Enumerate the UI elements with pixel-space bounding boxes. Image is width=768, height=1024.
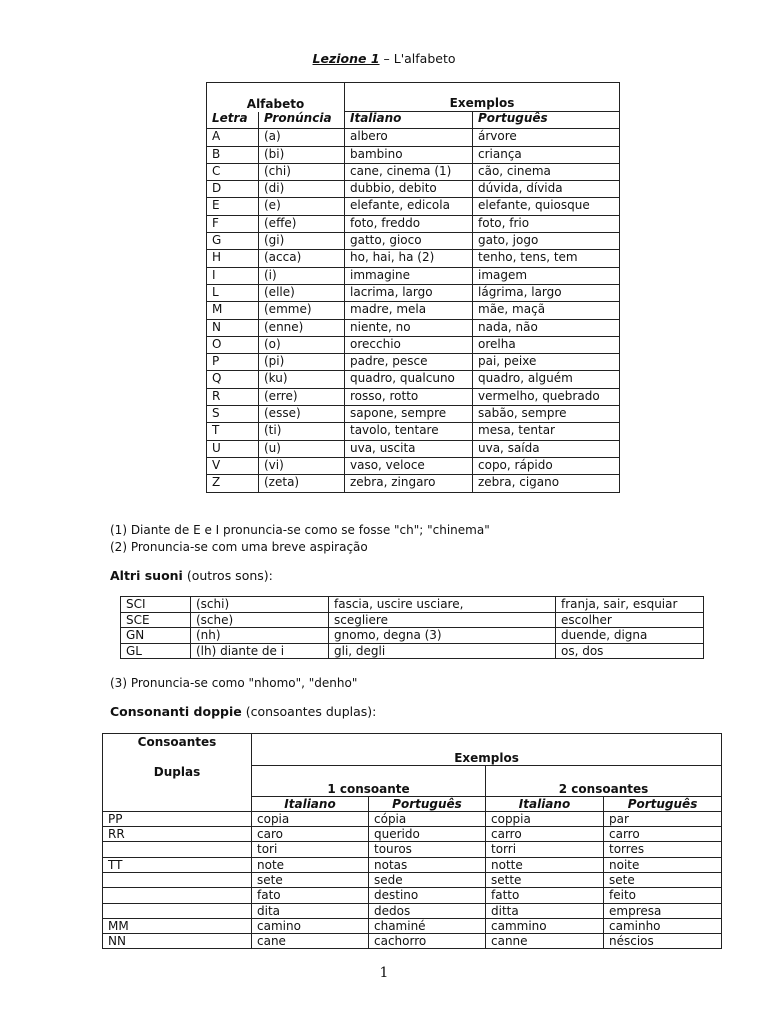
doppie-row-cell: notte [486, 857, 604, 872]
page-number: 1 [379, 965, 389, 981]
alphabet-row-cell: R [207, 388, 259, 405]
altri-suoni-row-cell: os, dos [556, 643, 704, 659]
alphabet-row [207, 215, 620, 232]
alphabet-row [207, 250, 620, 267]
alphabet-row-cell: I [207, 267, 259, 284]
doppie-row-cell: touros [369, 842, 486, 857]
altri-suoni-row-cell: (sche) [191, 612, 329, 628]
doppie-row-cell: chaminé [369, 918, 486, 933]
alphabet-row-cell: (e) [259, 198, 345, 215]
alphabet-row-cell: elefante, edicola [345, 198, 473, 215]
doppie-row-cell: torri [486, 842, 604, 857]
doppie-row-cell: néscios [604, 934, 722, 949]
altri-suoni-heading [110, 568, 273, 583]
alphabet-row-cell: imagem [473, 267, 620, 284]
alphabet-row-cell: copo, rápido [473, 457, 620, 474]
doppie-row-cell: cachorro [369, 934, 486, 949]
doppie-row-cell: carro [486, 827, 604, 842]
altri-suoni-row-cell: gli, degli [329, 643, 556, 659]
altri-suoni-row-cell: gnomo, degna (3) [329, 628, 556, 644]
alphabet-row [207, 388, 620, 405]
alphabet-row [207, 457, 620, 474]
doppie-row [103, 857, 722, 872]
altri-suoni-row-cell: escolher [556, 612, 704, 628]
alphabet-row-cell: criança [473, 146, 620, 163]
alphabet-row-cell: pai, peixe [473, 354, 620, 371]
doppie-row [103, 842, 722, 857]
doppie-row-cell: note [252, 857, 369, 872]
doppie-row [103, 811, 722, 826]
alphabet-row [207, 423, 620, 440]
alphabet-row-cell: gato, jogo [473, 233, 620, 250]
doppie-row-cell: dedos [369, 903, 486, 918]
alphabet-row-cell: U [207, 440, 259, 457]
alphabet-row [207, 163, 620, 180]
alphabet-row-cell: uva, saída [473, 440, 620, 457]
alphabet-row-cell: (zeta) [259, 475, 345, 492]
alphabet-row [207, 371, 620, 388]
alphabet-row-cell: (ku) [259, 371, 345, 388]
page-title [0, 51, 768, 66]
alphabet-row [207, 284, 620, 301]
altri-suoni-row [121, 597, 704, 613]
altri-suoni-row-cell: scegliere [329, 612, 556, 628]
doppie-row-cell: NN [103, 934, 252, 949]
doppie-row-cell: ditta [486, 903, 604, 918]
col1-bottom: Duplas [103, 765, 252, 811]
alphabet-row-cell: madre, mela [345, 302, 473, 319]
alphabet-row [207, 267, 620, 284]
alphabet-row-cell: P [207, 354, 259, 371]
alphabet-row-cell: orelha [473, 336, 620, 353]
doppie-row-cell [103, 872, 252, 887]
altri-suoni-row-cell: SCE [121, 612, 191, 628]
alphabet-row-cell: immagine [345, 267, 473, 284]
altri-suoni-row-cell: (lh) diante de i [191, 643, 329, 659]
alphabet-row-cell: bambino [345, 146, 473, 163]
alphabet-row-cell: zebra, cigano [473, 475, 620, 492]
alphabet-row [207, 198, 620, 215]
alphabet-row [207, 475, 620, 492]
doppie-row [103, 888, 722, 903]
col-letter: Letra [207, 112, 259, 129]
alphabet-row-cell: ho, hai, ha (2) [345, 250, 473, 267]
alphabet-header: Alfabeto [207, 83, 345, 112]
doppie-row-cell: sete [604, 872, 722, 887]
alphabet-row-cell: nada, não [473, 319, 620, 336]
alphabet-row-cell: lacrima, largo [345, 284, 473, 301]
note-2: (2) Pronuncia-se com uma breve aspiração [110, 540, 368, 554]
doppie-row [103, 918, 722, 933]
altri-suoni-row-cell: duende, digna [556, 628, 704, 644]
doppie-row [103, 827, 722, 842]
alphabet-row-cell: (esse) [259, 406, 345, 423]
doppie-row-cell: RR [103, 827, 252, 842]
doppie-row-cell: coppia [486, 811, 604, 826]
lesson-label: Lezione 1 [312, 51, 380, 66]
alphabet-row-cell: V [207, 457, 259, 474]
alphabet-row-cell: tenho, tens, tem [473, 250, 620, 267]
doppie-row-cell: par [604, 811, 722, 826]
alphabet-row-cell: (erre) [259, 388, 345, 405]
sub-italiano-2: Italiano [486, 796, 604, 811]
alphabet-row-cell: (gi) [259, 233, 345, 250]
alphabet-row-cell: mãe, maçã [473, 302, 620, 319]
doppie-heading [110, 704, 376, 719]
doppie-row-cell: camino [252, 918, 369, 933]
doppie-row-cell: cópia [369, 811, 486, 826]
doppie-row [103, 934, 722, 949]
doppie-row-cell: PP [103, 811, 252, 826]
altri-suoni-row-cell: franja, sair, esquiar [556, 597, 704, 613]
alphabet-row-cell: M [207, 302, 259, 319]
alphabet-row [207, 181, 620, 198]
doppie-row-cell: sette [486, 872, 604, 887]
doppie-table [102, 733, 722, 949]
doppie-row-cell: notas [369, 857, 486, 872]
alphabet-row-cell: L [207, 284, 259, 301]
alphabet-row-cell: niente, no [345, 319, 473, 336]
col-pronunciation: Pronúncia [259, 112, 345, 129]
doppie-row-cell: empresa [604, 903, 722, 918]
altri-suoni-row-cell: (nh) [191, 628, 329, 644]
alphabet-row-cell: sapone, sempre [345, 406, 473, 423]
doppie-row-cell: querido [369, 827, 486, 842]
col-italian: Italiano [345, 112, 473, 129]
alphabet-row-cell: B [207, 146, 259, 163]
alphabet-row-cell: padre, pesce [345, 354, 473, 371]
altri-suoni-row-cell: SCI [121, 597, 191, 613]
alphabet-row-cell: cane, cinema (1) [345, 163, 473, 180]
alphabet-row-cell: (ti) [259, 423, 345, 440]
alphabet-row [207, 129, 620, 146]
alphabet-row-cell: A [207, 129, 259, 146]
altri-suoni-bold: Altri suoni [110, 568, 183, 583]
note-1: (1) Diante de E e I pronuncia-se como se fosse "ch"; "chinema" [110, 523, 490, 537]
doppie-row-cell: carro [604, 827, 722, 842]
alphabet-row-cell: (effe) [259, 215, 345, 232]
alphabet-row-cell: F [207, 215, 259, 232]
altri-suoni-row-cell: (schi) [191, 597, 329, 613]
alphabet-row-cell: G [207, 233, 259, 250]
alphabet-row-cell: dubbio, debito [345, 181, 473, 198]
altri-suoni-row-cell: GN [121, 628, 191, 644]
col-portuguese: Português [473, 112, 620, 129]
doppie-row-cell: copia [252, 811, 369, 826]
doppie-row-cell: feito [604, 888, 722, 903]
alphabet-row-cell: quadro, alguém [473, 371, 620, 388]
alphabet-row-cell: vermelho, quebrado [473, 388, 620, 405]
alphabet-row-cell: lágrima, largo [473, 284, 620, 301]
alphabet-row-cell: vaso, veloce [345, 457, 473, 474]
doppie-row-cell: canne [486, 934, 604, 949]
doppie-row-cell: dita [252, 903, 369, 918]
alphabet-row-cell: T [207, 423, 259, 440]
alphabet-row [207, 233, 620, 250]
two-consonants: 2 consoantes [486, 765, 722, 796]
doppie-row-cell [103, 842, 252, 857]
doppie-row-cell: TT [103, 857, 252, 872]
alphabet-row-cell: árvore [473, 129, 620, 146]
alphabet-row-cell: Q [207, 371, 259, 388]
alphabet-row-cell: (o) [259, 336, 345, 353]
alphabet-row-cell: mesa, tentar [473, 423, 620, 440]
doppie-row-cell [103, 903, 252, 918]
doppie-row-cell: tori [252, 842, 369, 857]
doppie-row-cell: fato [252, 888, 369, 903]
col1-top: Consoantes [103, 734, 252, 766]
doppie-row [103, 872, 722, 887]
alphabet-row-cell: foto, freddo [345, 215, 473, 232]
alphabet-row [207, 406, 620, 423]
alphabet-row [207, 146, 620, 163]
doppie-row-cell: torres [604, 842, 722, 857]
doppie-bold: Consonanti doppie [110, 704, 242, 719]
sub-portugues-1: Português [369, 796, 486, 811]
alphabet-row [207, 354, 620, 371]
alphabet-row [207, 440, 620, 457]
alphabet-table [206, 82, 620, 493]
alphabet-row-cell: (u) [259, 440, 345, 457]
alphabet-row-cell: H [207, 250, 259, 267]
doppie-row-cell: noite [604, 857, 722, 872]
altri-suoni-row-cell: GL [121, 643, 191, 659]
altri-suoni-row [121, 612, 704, 628]
alphabet-row-cell: C [207, 163, 259, 180]
alphabet-row-cell: E [207, 198, 259, 215]
doppie-row-cell: caminho [604, 918, 722, 933]
alphabet-row-cell: orecchio [345, 336, 473, 353]
examples-header: Exemplos [345, 83, 620, 112]
sub-italiano-1: Italiano [252, 796, 369, 811]
alphabet-row-cell: (a) [259, 129, 345, 146]
alphabet-row-cell: (enne) [259, 319, 345, 336]
alphabet-row-cell: gatto, gioco [345, 233, 473, 250]
alphabet-row-cell: cão, cinema [473, 163, 620, 180]
alphabet-row-cell: (elle) [259, 284, 345, 301]
sub-portugues-2: Português [604, 796, 722, 811]
altri-suoni-row-cell: fascia, uscire usciare, [329, 597, 556, 613]
altri-suoni-table [120, 596, 704, 659]
alphabet-row-cell: (chi) [259, 163, 345, 180]
note-3: (3) Pronuncia-se como "nhomo", "denho" [110, 676, 358, 690]
doppie-row-cell [103, 888, 252, 903]
alphabet-row-cell: dúvida, dívida [473, 181, 620, 198]
doppie-row-cell: cane [252, 934, 369, 949]
alphabet-row-cell: (acca) [259, 250, 345, 267]
doppie-examples: Exemplos [252, 734, 722, 766]
alphabet-row-cell: quadro, qualcuno [345, 371, 473, 388]
alphabet-row-cell: (bi) [259, 146, 345, 163]
alphabet-row-cell: sabão, sempre [473, 406, 620, 423]
doppie-rest: (consoantes duplas): [241, 704, 377, 719]
altri-suoni-row [121, 643, 704, 659]
alphabet-row-cell: (vi) [259, 457, 345, 474]
lesson-subtitle: – L'alfabeto [379, 51, 456, 66]
alphabet-row [207, 336, 620, 353]
alphabet-row-cell: (i) [259, 267, 345, 284]
alphabet-row-cell: tavolo, tentare [345, 423, 473, 440]
alphabet-row [207, 319, 620, 336]
doppie-row-cell: destino [369, 888, 486, 903]
one-consonant: 1 consoante [252, 765, 486, 796]
doppie-row-cell: fatto [486, 888, 604, 903]
alphabet-row-cell: elefante, quiosque [473, 198, 620, 215]
alphabet-row-cell: (di) [259, 181, 345, 198]
doppie-row-cell: sede [369, 872, 486, 887]
alphabet-row-cell: O [207, 336, 259, 353]
alphabet-row-cell: Z [207, 475, 259, 492]
alphabet-row-cell: N [207, 319, 259, 336]
alphabet-row-cell: foto, frio [473, 215, 620, 232]
altri-suoni-rest: (outros sons): [182, 568, 273, 583]
doppie-row [103, 903, 722, 918]
alphabet-row-cell: (pi) [259, 354, 345, 371]
doppie-row-cell: cammino [486, 918, 604, 933]
doppie-row-cell: sete [252, 872, 369, 887]
alphabet-row-cell: albero [345, 129, 473, 146]
doppie-row-cell: MM [103, 918, 252, 933]
alphabet-row-cell: zebra, zingaro [345, 475, 473, 492]
alphabet-row-cell: D [207, 181, 259, 198]
alphabet-row-cell: uva, uscita [345, 440, 473, 457]
alphabet-row-cell: S [207, 406, 259, 423]
alphabet-row [207, 302, 620, 319]
doppie-row-cell: caro [252, 827, 369, 842]
alphabet-row-cell: rosso, rotto [345, 388, 473, 405]
altri-suoni-row [121, 628, 704, 644]
alphabet-row-cell: (emme) [259, 302, 345, 319]
